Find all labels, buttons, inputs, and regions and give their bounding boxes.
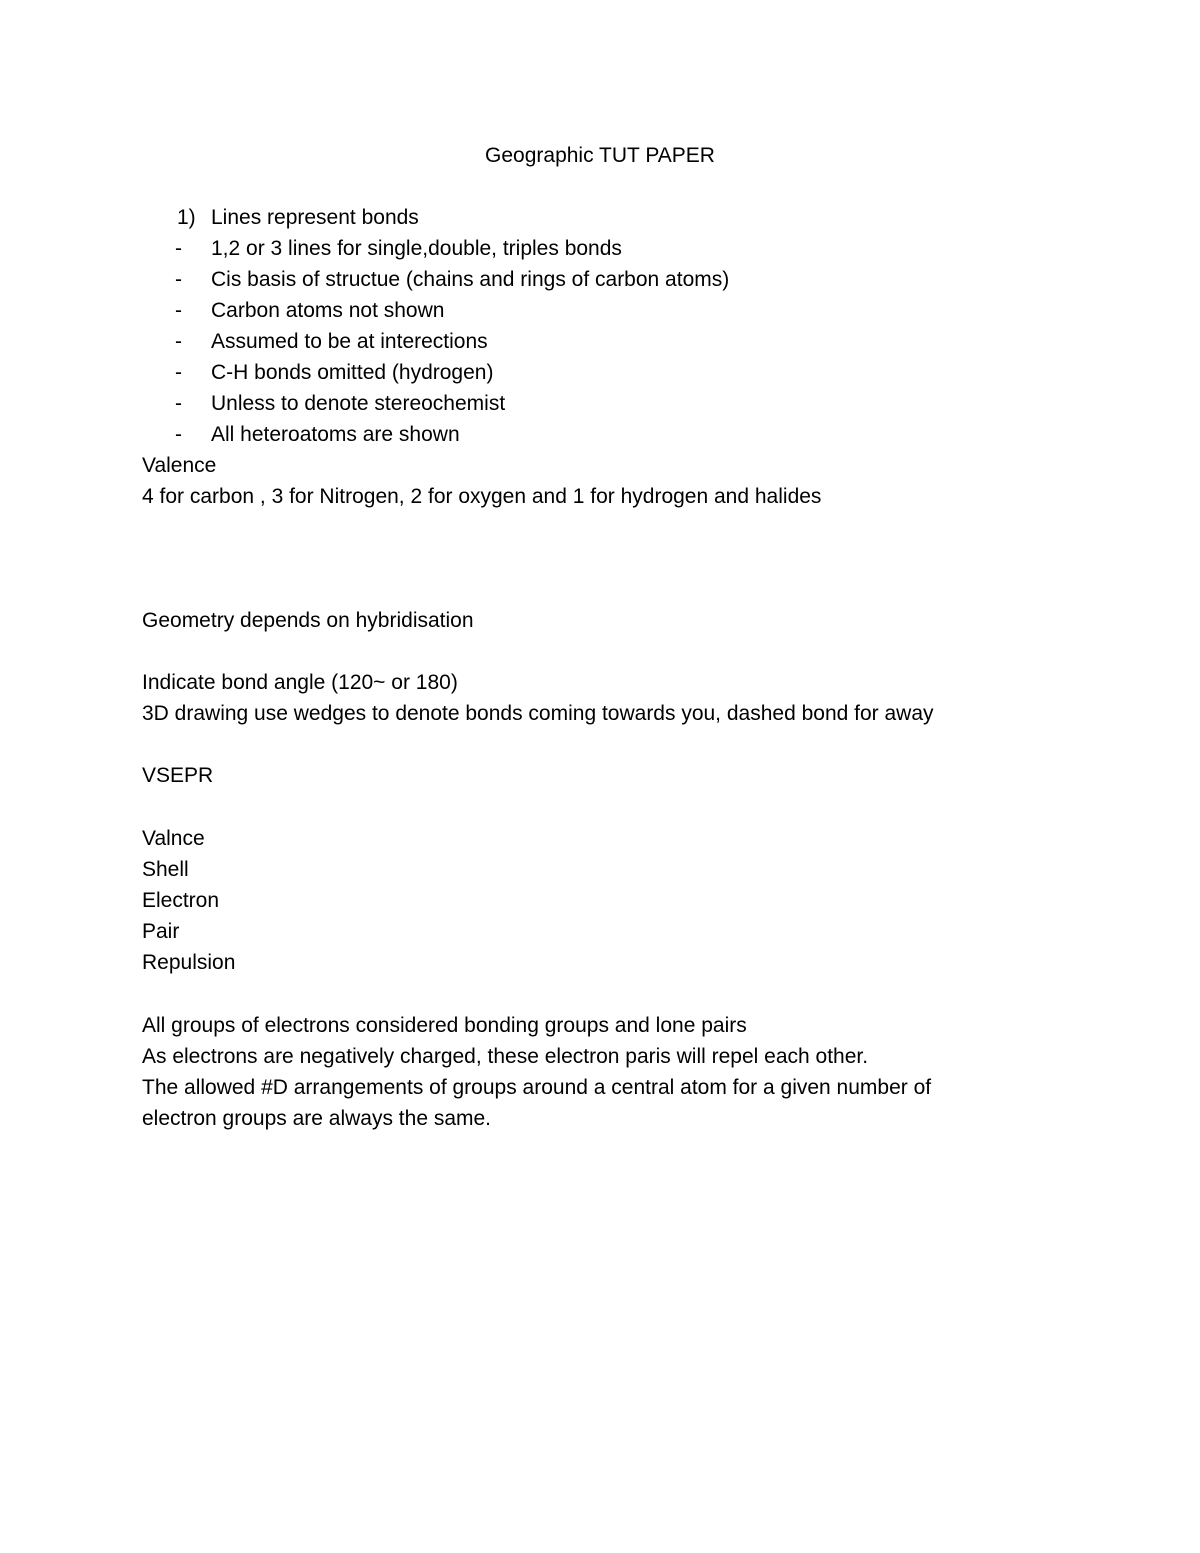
paragraph-line: electron groups are always the same. (142, 1107, 492, 1130)
bullet-marker: - (175, 299, 182, 322)
bullet-marker: - (175, 361, 182, 384)
vsepr-word: Shell (142, 858, 189, 881)
bullet-item: Assumed to be at interections (211, 330, 488, 353)
bullet-marker: - (175, 330, 182, 353)
list-number-marker: 1) (177, 206, 196, 229)
valence-heading: Valence (142, 454, 217, 477)
bullet-item: Cis basis of structue (chains and rings of carbon atoms) (211, 268, 730, 291)
paragraph-line: The allowed #D arrangements of groups around a central atom for a given number of (142, 1076, 932, 1099)
vsepr-word: Valnce (142, 827, 205, 850)
valence-text: 4 for carbon , 3 for Nitrogen, 2 for oxygen and 1 for hydrogen and halides (142, 485, 822, 508)
vsepr-word: Pair (142, 920, 180, 943)
bullet-item: Carbon atoms not shown (211, 299, 445, 322)
drawing-3d-text: 3D drawing use wedges to denote bonds coming towards you, dashed bond for away (142, 702, 934, 725)
geometry-text: Geometry depends on hybridisation (142, 609, 474, 632)
bullet-item: 1,2 or 3 lines for single,double, triples bonds (211, 237, 622, 260)
bullet-marker: - (175, 237, 182, 260)
bullet-item: Unless to denote stereochemist (211, 392, 506, 415)
bullet-item: All heteroatoms are shown (211, 423, 460, 446)
document-title: Geographic TUT PAPER (485, 144, 715, 167)
bond-angle-text: Indicate bond angle (120~ or 180) (142, 671, 458, 694)
vsepr-word: Repulsion (142, 951, 236, 974)
list-item-text: Lines represent bonds (211, 206, 419, 229)
bullet-marker: - (175, 268, 182, 291)
bullet-marker: - (175, 392, 182, 415)
bullet-item: C-H bonds omitted (hydrogen) (211, 361, 494, 384)
vsepr-heading: VSEPR (142, 764, 214, 787)
bullet-marker: - (175, 423, 182, 446)
paragraph-line: All groups of electrons considered bonding groups and lone pairs (142, 1014, 747, 1037)
paragraph-line: As electrons are negatively charged, these electron paris will repel each other. (142, 1045, 869, 1068)
vsepr-word: Electron (142, 889, 220, 912)
